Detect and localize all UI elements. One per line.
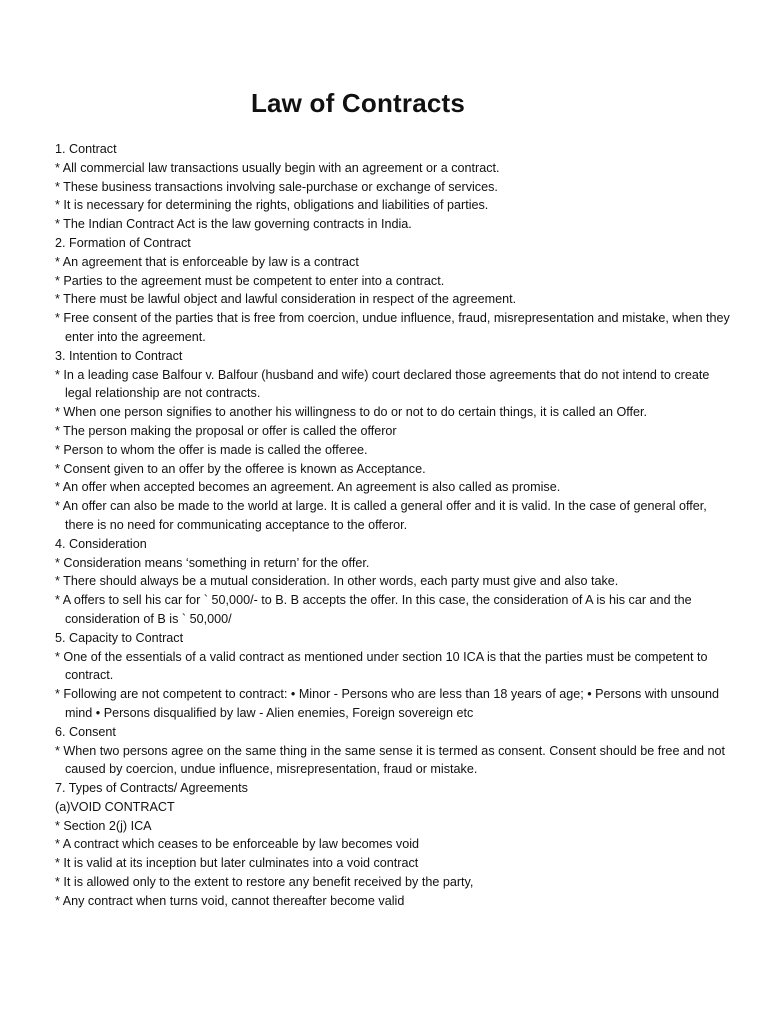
section-capacity-to-contract xyxy=(55,629,735,723)
section-consideration xyxy=(55,535,735,629)
list-item: * There must be lawful object and lawful consideration in respect of the agreement. xyxy=(55,292,517,307)
list-item: * It is necessary for determining the rights, obligations and liabilities of parties. xyxy=(55,198,489,213)
section-intention-to-contract xyxy=(55,347,735,535)
list-item: * All commercial law transactions usually begin with an agreement or a contract. xyxy=(55,160,500,175)
section-heading: 3. Intention to Contract xyxy=(55,348,183,363)
list-item: * The person making the proposal or offer is called the offeror xyxy=(55,423,397,438)
list-item: * When one person signifies to another his willingness to do or not to do certain things, it is called an Offer. xyxy=(55,405,648,420)
section-void-contract xyxy=(55,798,735,911)
section-contract xyxy=(55,140,735,234)
list-item: * The Indian Contract Act is the law governing contracts in India. xyxy=(55,217,412,232)
section-heading: 7. Types of Contracts/ Agreements xyxy=(55,781,248,796)
section-heading: 6. Consent xyxy=(55,724,116,739)
list-item: * A offers to sell his car for ` 50,000/- to B. B accepts the offer. In this case, the consideration of A is his car and the consideration of B is ` 50,000/ xyxy=(55,593,692,626)
list-item: * An agreement that is enforceable by law is a contract xyxy=(55,254,359,269)
list-item: * Consent given to an offer by the offeree is known as Acceptance. xyxy=(55,461,426,476)
list-item: * When two persons agree on the same thing in the same sense it is termed as consent. Consent should be free and not caused by coercion, undue influence, misrepresentation, fraud or mistake. xyxy=(55,743,725,777)
section-formation-of-contract xyxy=(55,234,735,347)
list-item: * Consideration means ‘something in return’ for the offer. xyxy=(55,555,370,570)
list-item: * Person to whom the offer is made is called the offeree. xyxy=(55,442,368,457)
list-item: * One of the essentials of a valid contract as mentioned under section 10 ICA is that the parties must be competent to contract. xyxy=(55,649,708,683)
section-heading: (a)VOID CONTRACT xyxy=(55,799,175,814)
list-item: * Free consent of the parties that is free from coercion, undue influence, fraud, misrepresentation and mistake, when they enter into the agreement. xyxy=(55,311,730,344)
section-heading: 1. Contract xyxy=(55,142,117,156)
list-item: * An offer can also be made to the world at large. It is called a general offer and it is valid. In the case of general offer, there is no need for communicating acceptance to the offeror. xyxy=(55,499,707,532)
section-consent xyxy=(55,723,735,779)
list-item: * Parties to the agreement must be competent to enter into a contract. xyxy=(55,273,445,288)
list-item: * These business transactions involving sale-purchase or exchange of services. xyxy=(55,179,498,194)
section-types-of-contracts xyxy=(55,779,735,798)
section-heading: 4. Consideration xyxy=(55,536,147,551)
list-item: * It is valid at its inception but later culminates into a void contract xyxy=(55,856,419,871)
document-title: Law of Contracts xyxy=(250,88,466,118)
section-heading: 5. Capacity to Contract xyxy=(55,630,184,645)
list-item: * Section 2(j) ICA xyxy=(55,818,152,833)
list-item: * There should always be a mutual consideration. In other words, each party must give and also take. xyxy=(55,574,619,589)
list-item: * An offer when accepted becomes an agreement. An agreement is also called as promise. xyxy=(55,480,561,495)
list-item: * In a leading case Balfour v. Balfour (husband and wife) court declared those agreements that do not intend to create legal relationship are not contracts. xyxy=(55,367,710,401)
list-item: * Any contract when turns void, cannot thereafter become valid xyxy=(55,893,405,908)
list-item: * Following are not competent to contract: • Minor - Persons who are less than 18 years of age; • Persons with unsound mind • Persons disqualified by law - Alien enemies, Foreign sovereign etc xyxy=(55,687,720,720)
document-body xyxy=(55,140,735,911)
section-heading: 2. Formation of Contract xyxy=(55,235,191,250)
list-item: * A contract which ceases to be enforceable by law becomes void xyxy=(55,837,420,852)
list-item: * It is allowed only to the extent to restore any benefit received by the party, xyxy=(55,875,474,890)
